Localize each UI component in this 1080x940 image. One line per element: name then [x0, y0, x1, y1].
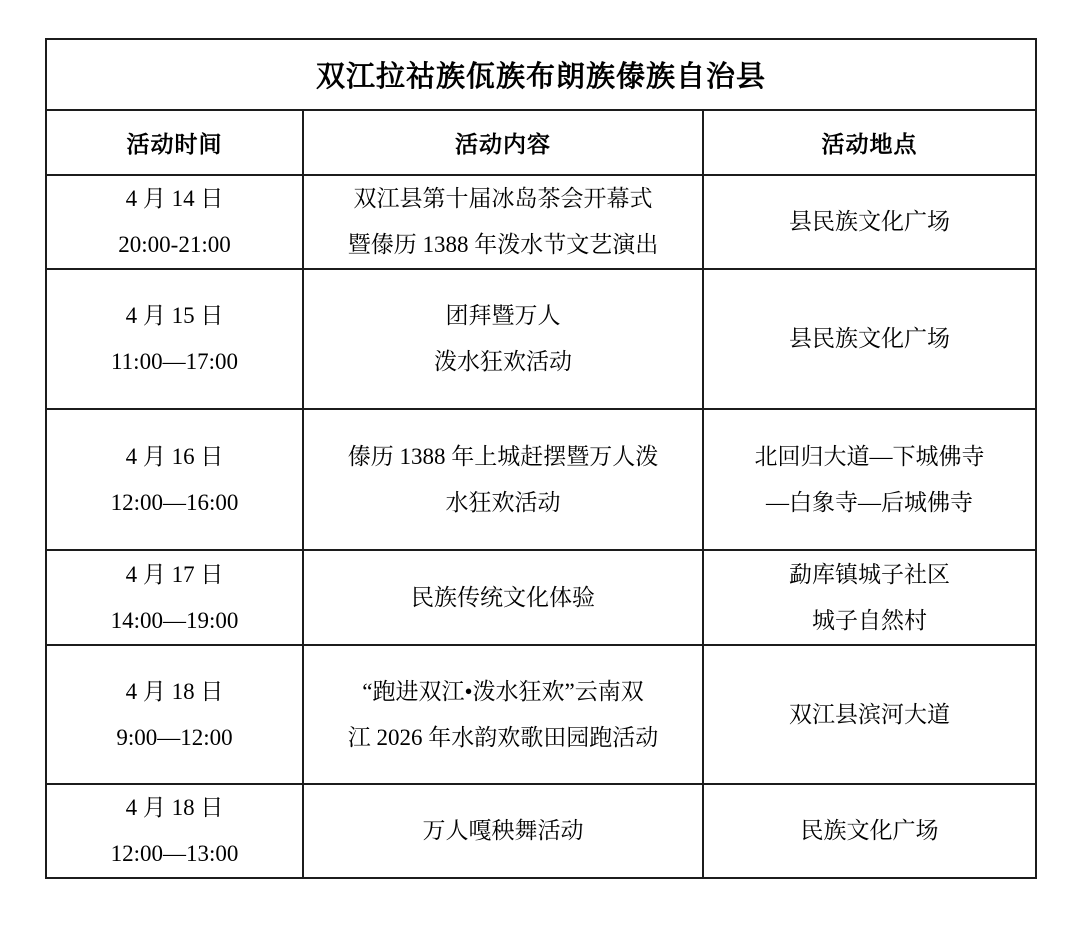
content-line: 万人嘎秧舞活动 [422, 818, 584, 843]
location-cell [703, 645, 1036, 784]
content-cell [303, 550, 703, 645]
location-line: 县民族文化广场 [789, 209, 950, 234]
location-line: —白象寺—后城佛寺 [766, 489, 973, 515]
time-range-line: 20:00-21:00 [118, 232, 231, 257]
time-date-line: 4 月 17 日 [125, 561, 224, 587]
table-row [46, 175, 1036, 269]
location-line: 双江县滨河大道 [789, 701, 950, 727]
time-cell [46, 269, 303, 409]
content-cell [303, 645, 703, 784]
table-row [46, 645, 1036, 784]
activity-schedule-table [45, 38, 1037, 879]
content-line: 傣历 1388 年上城赶摆暨万人泼 [347, 443, 659, 469]
time-date-line: 4 月 18 日 [125, 795, 224, 820]
location-line: 北回归大道—下城佛寺 [754, 443, 985, 469]
time-range-line: 12:00—13:00 [110, 841, 239, 866]
time-cell [46, 409, 303, 550]
content-line: 江 2026 年水韵欢歌田园跑活动 [347, 724, 659, 750]
time-cell [46, 550, 303, 645]
location-line: 城子自然村 [812, 607, 927, 633]
time-date-line: 4 月 16 日 [125, 443, 224, 469]
location-cell [703, 269, 1036, 409]
content-line: 暨傣历 1388 年泼水节文艺演出 [347, 232, 659, 257]
table-row [46, 409, 1036, 550]
time-date-line: 4 月 14 日 [125, 186, 224, 211]
content-line: 团拜暨万人 [445, 303, 561, 328]
content-line: 双江县第十届冰岛茶会开幕式 [353, 186, 653, 211]
time-range-line: 9:00—12:00 [116, 724, 233, 750]
content-line: 泼水狂欢活动 [434, 349, 572, 374]
time-range-line: 12:00—16:00 [110, 489, 239, 515]
table-title: 双江拉祜族佤族布朗族傣族自治县 [46, 39, 1036, 110]
location-line: 民族文化广场 [800, 818, 939, 843]
location-line: 县民族文化广场 [789, 326, 950, 351]
location-cell [703, 784, 1036, 878]
content-cell [303, 175, 703, 269]
time-cell [46, 784, 303, 878]
table-row [46, 784, 1036, 878]
content-cell [303, 409, 703, 550]
table-row [46, 269, 1036, 409]
location-cell [703, 409, 1036, 550]
time-cell [46, 645, 303, 784]
time-range-line: 14:00—19:00 [110, 607, 239, 633]
location-cell [703, 175, 1036, 269]
location-cell [703, 550, 1036, 645]
column-header-activity-location: 活动地点 [703, 110, 1036, 175]
location-line: 勐库镇城子社区 [789, 561, 950, 587]
column-header-activity-content: 活动内容 [303, 110, 703, 175]
time-range-line: 11:00—17:00 [111, 349, 238, 374]
time-cell [46, 175, 303, 269]
time-date-line: 4 月 18 日 [125, 678, 224, 704]
column-header-activity-time: 活动时间 [46, 110, 303, 175]
content-line: 水狂欢活动 [445, 489, 561, 515]
content-line: 民族传统文化体验 [411, 584, 595, 610]
time-date-line: 4 月 15 日 [125, 303, 224, 328]
content-cell [303, 269, 703, 409]
table-row [46, 550, 1036, 645]
content-cell [303, 784, 703, 878]
content-line: “跑进双江•泼水狂欢”云南双 [362, 678, 644, 704]
